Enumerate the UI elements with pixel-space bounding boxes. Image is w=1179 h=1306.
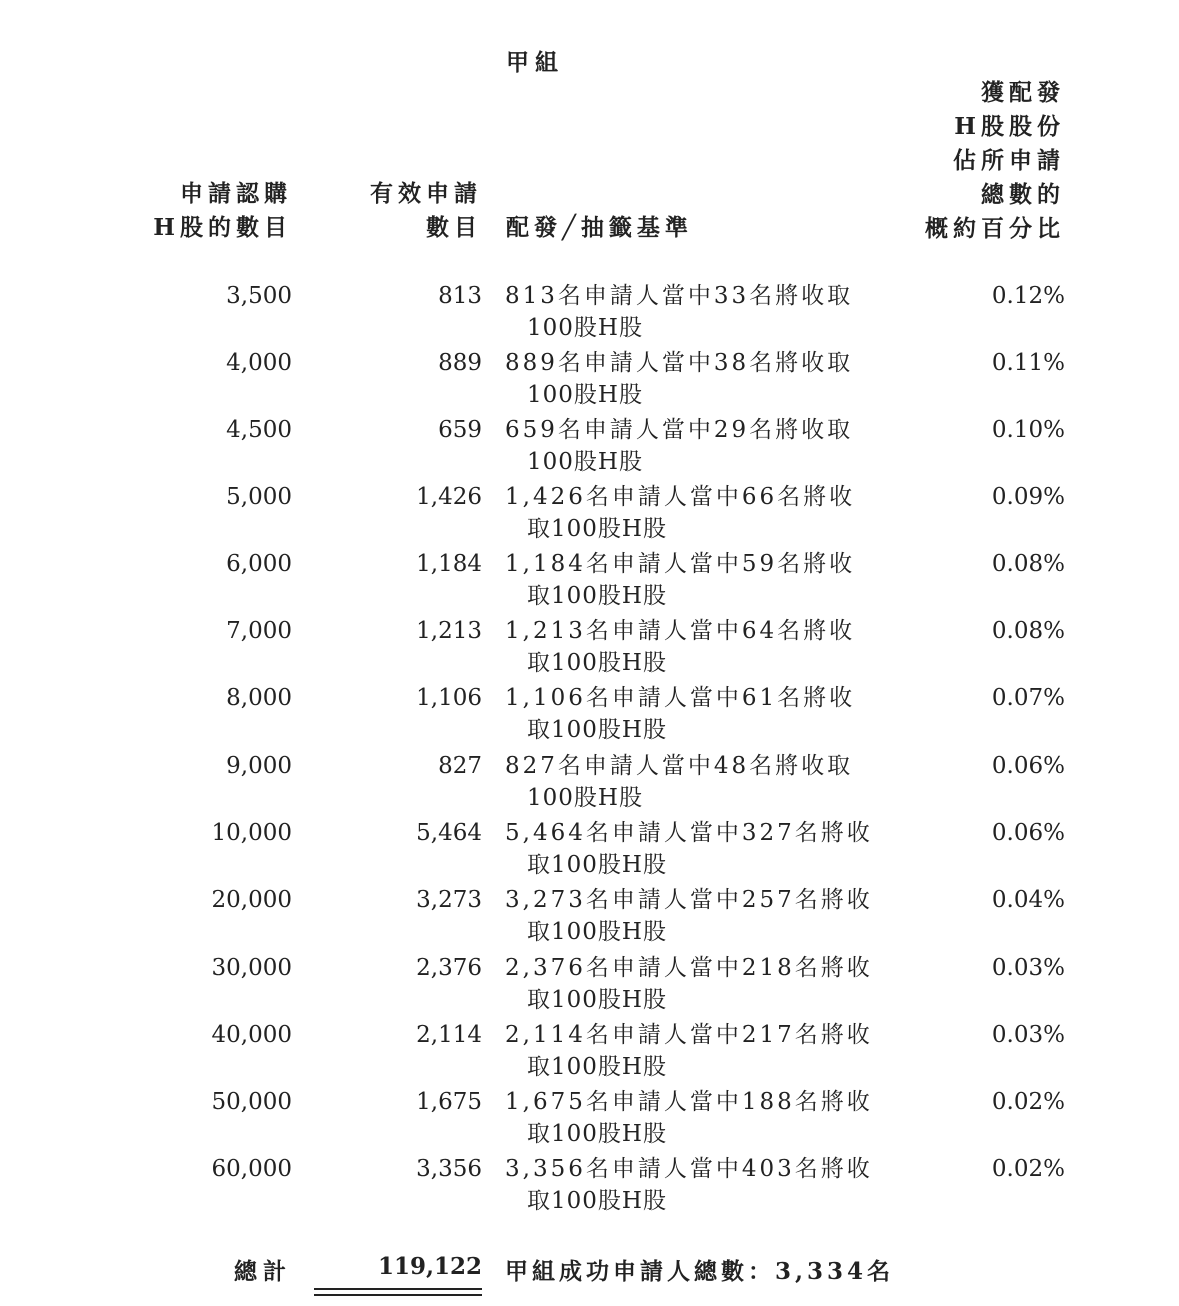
- basis-line-1: 659名申請人當中29名將收取: [505, 417, 854, 443]
- basis-line-2: 取100股H股: [527, 1121, 667, 1147]
- basis-cell: [505, 1086, 905, 1150]
- total-double-underline-top: [314, 1288, 482, 1290]
- basis-line-2: 取100股H股: [527, 987, 667, 1013]
- shares-applied-cell: 4,000: [226, 350, 292, 376]
- shares-applied-cell: 50,000: [211, 1089, 292, 1115]
- header-approx-pct-line-4: 總數的: [981, 181, 1065, 208]
- basis-cell: [505, 414, 905, 478]
- basis-line-2: 取100股H股: [527, 717, 667, 743]
- header-approx-pct: [925, 76, 1065, 246]
- basis-line-2: 取100股H股: [527, 650, 667, 676]
- basis-line-2: 取100股H股: [527, 1054, 667, 1080]
- basis-cell: [505, 750, 905, 814]
- header-valid-applications-line-2: 數目: [426, 214, 482, 241]
- approx-pct-cell: 0.03%: [991, 1022, 1065, 1048]
- valid-applications-cell: 889: [438, 350, 482, 376]
- basis-cell: [505, 817, 905, 881]
- shares-applied-cell: 5,000: [226, 484, 292, 510]
- shares-applied-cell: 60,000: [211, 1156, 292, 1182]
- group-title: 甲組: [506, 49, 564, 76]
- approx-pct-cell: 0.06%: [991, 753, 1065, 779]
- shares-applied-cell: 20,000: [211, 887, 292, 913]
- basis-cell: [505, 481, 905, 545]
- basis-line-1: 1,426名申請人當中66名將收: [505, 484, 856, 510]
- valid-applications-cell: 5,464: [416, 820, 482, 846]
- header-basis-label: 配發╱抽籤基準: [506, 214, 693, 241]
- basis-cell: [505, 347, 905, 411]
- shares-applied-cell: 6,000: [226, 551, 292, 577]
- basis-line-2: 100股H股: [527, 785, 643, 811]
- total-label: 總計: [234, 1258, 292, 1285]
- shares-applied-cell: 9,000: [226, 753, 292, 779]
- valid-applications-cell: 1,213: [416, 618, 482, 644]
- approx-pct-cell: 0.10%: [991, 417, 1065, 443]
- table-row: [0, 884, 1179, 951]
- table-row: [0, 1086, 1179, 1153]
- header-basis: [506, 211, 693, 245]
- header-approx-pct-line-3: 佔所申請: [953, 147, 1065, 174]
- valid-applications-cell: 2,376: [416, 955, 482, 981]
- table-row: [0, 1019, 1179, 1086]
- table-row: [0, 1153, 1179, 1220]
- valid-applications-cell: 3,273: [416, 887, 482, 913]
- valid-applications-cell: 1,675: [416, 1089, 482, 1115]
- basis-cell: [505, 682, 905, 746]
- basis-line-1: 1,106名申請人當中61名將收: [505, 685, 856, 711]
- approx-pct-cell: 0.02%: [991, 1156, 1065, 1182]
- approx-pct-cell: 0.12%: [991, 283, 1065, 309]
- header-approx-pct-line-1: 獲配發: [981, 79, 1065, 106]
- header-approx-pct-line-5: 概約百分比: [925, 215, 1065, 242]
- total-value: 119,122: [377, 1253, 482, 1280]
- basis-cell: [505, 1019, 905, 1083]
- valid-applications-cell: 813: [438, 283, 482, 309]
- basis-line-2: 取100股H股: [527, 852, 667, 878]
- table-row: [0, 347, 1179, 414]
- header-shares-applied-line-1: 申請認購: [180, 180, 292, 207]
- table-row: [0, 615, 1179, 682]
- approx-pct-cell: 0.04%: [991, 887, 1065, 913]
- basis-line-2: 取100股H股: [527, 1188, 667, 1214]
- basis-line-1: 827名申請人當中48名將收取: [505, 753, 854, 779]
- total-description: 甲組成功申請人總數：3,334名: [505, 1258, 895, 1285]
- basis-line-2: 取100股H股: [527, 919, 667, 945]
- header-approx-pct-line-2: H股股份: [954, 113, 1065, 140]
- approx-pct-cell: 0.02%: [991, 1089, 1065, 1115]
- basis-line-1: 3,273名申請人當中257名將收: [505, 887, 873, 913]
- approx-pct-cell: 0.09%: [991, 484, 1065, 510]
- basis-line-2: 100股H股: [527, 382, 643, 408]
- total-double-underline-bottom: [314, 1294, 482, 1296]
- header-shares-applied: [153, 177, 292, 245]
- shares-applied-cell: 4,500: [226, 417, 292, 443]
- header-valid-applications-line-1: 有效申請: [370, 180, 482, 207]
- table-row: [0, 750, 1179, 817]
- basis-line-2: 取100股H股: [527, 516, 667, 542]
- table-row: [0, 952, 1179, 1019]
- valid-applications-cell: 2,114: [416, 1022, 482, 1048]
- header-shares-applied-line-2: H股的數目: [153, 214, 292, 241]
- valid-applications-cell: 827: [438, 753, 482, 779]
- basis-line-2: 100股H股: [527, 449, 643, 475]
- basis-line-1: 5,464名申請人當中327名將收: [505, 820, 873, 846]
- basis-cell: [505, 280, 905, 344]
- shares-applied-cell: 8,000: [226, 685, 292, 711]
- valid-applications-cell: 3,356: [416, 1156, 482, 1182]
- shares-applied-cell: 7,000: [226, 618, 292, 644]
- total-row: [0, 1253, 1179, 1293]
- basis-cell: [505, 952, 905, 1016]
- table-row: [0, 414, 1179, 481]
- approx-pct-cell: 0.06%: [991, 820, 1065, 846]
- table-row: [0, 280, 1179, 347]
- basis-line-1: 1,213名申請人當中64名將收: [505, 618, 856, 644]
- basis-line-1: 2,114名申請人當中217名將收: [505, 1022, 873, 1048]
- valid-applications-cell: 1,426: [416, 484, 482, 510]
- basis-line-1: 2,376名申請人當中218名將收: [505, 955, 873, 981]
- approx-pct-cell: 0.11%: [991, 350, 1065, 376]
- approx-pct-cell: 0.03%: [991, 955, 1065, 981]
- shares-applied-cell: 40,000: [211, 1022, 292, 1048]
- table-row: [0, 548, 1179, 615]
- basis-cell: [505, 884, 905, 948]
- basis-line-1: 1,184名申請人當中59名將收: [505, 551, 856, 577]
- basis-cell: [505, 548, 905, 612]
- basis-line-2: 100股H股: [527, 315, 643, 341]
- shares-applied-cell: 3,500: [226, 283, 292, 309]
- table-row: [0, 682, 1179, 749]
- header-valid-applications: [370, 177, 482, 245]
- basis-line-1: 3,356名申請人當中403名將收: [505, 1156, 873, 1182]
- basis-cell: [505, 1153, 905, 1217]
- valid-applications-cell: 659: [438, 417, 482, 443]
- valid-applications-cell: 1,106: [416, 685, 482, 711]
- approx-pct-cell: 0.08%: [991, 551, 1065, 577]
- shares-applied-cell: 30,000: [211, 955, 292, 981]
- approx-pct-cell: 0.08%: [991, 618, 1065, 644]
- basis-line-1: 889名申請人當中38名將收取: [505, 350, 854, 376]
- basis-line-1: 813名申請人當中33名將收取: [505, 283, 854, 309]
- approx-pct-cell: 0.07%: [991, 685, 1065, 711]
- table-row: [0, 817, 1179, 884]
- valid-applications-cell: 1,184: [416, 551, 482, 577]
- table-row: [0, 481, 1179, 548]
- basis-cell: [505, 615, 905, 679]
- basis-line-2: 取100股H股: [527, 583, 667, 609]
- basis-line-1: 1,675名申請人當中188名將收: [505, 1089, 873, 1115]
- shares-applied-cell: 10,000: [211, 820, 292, 846]
